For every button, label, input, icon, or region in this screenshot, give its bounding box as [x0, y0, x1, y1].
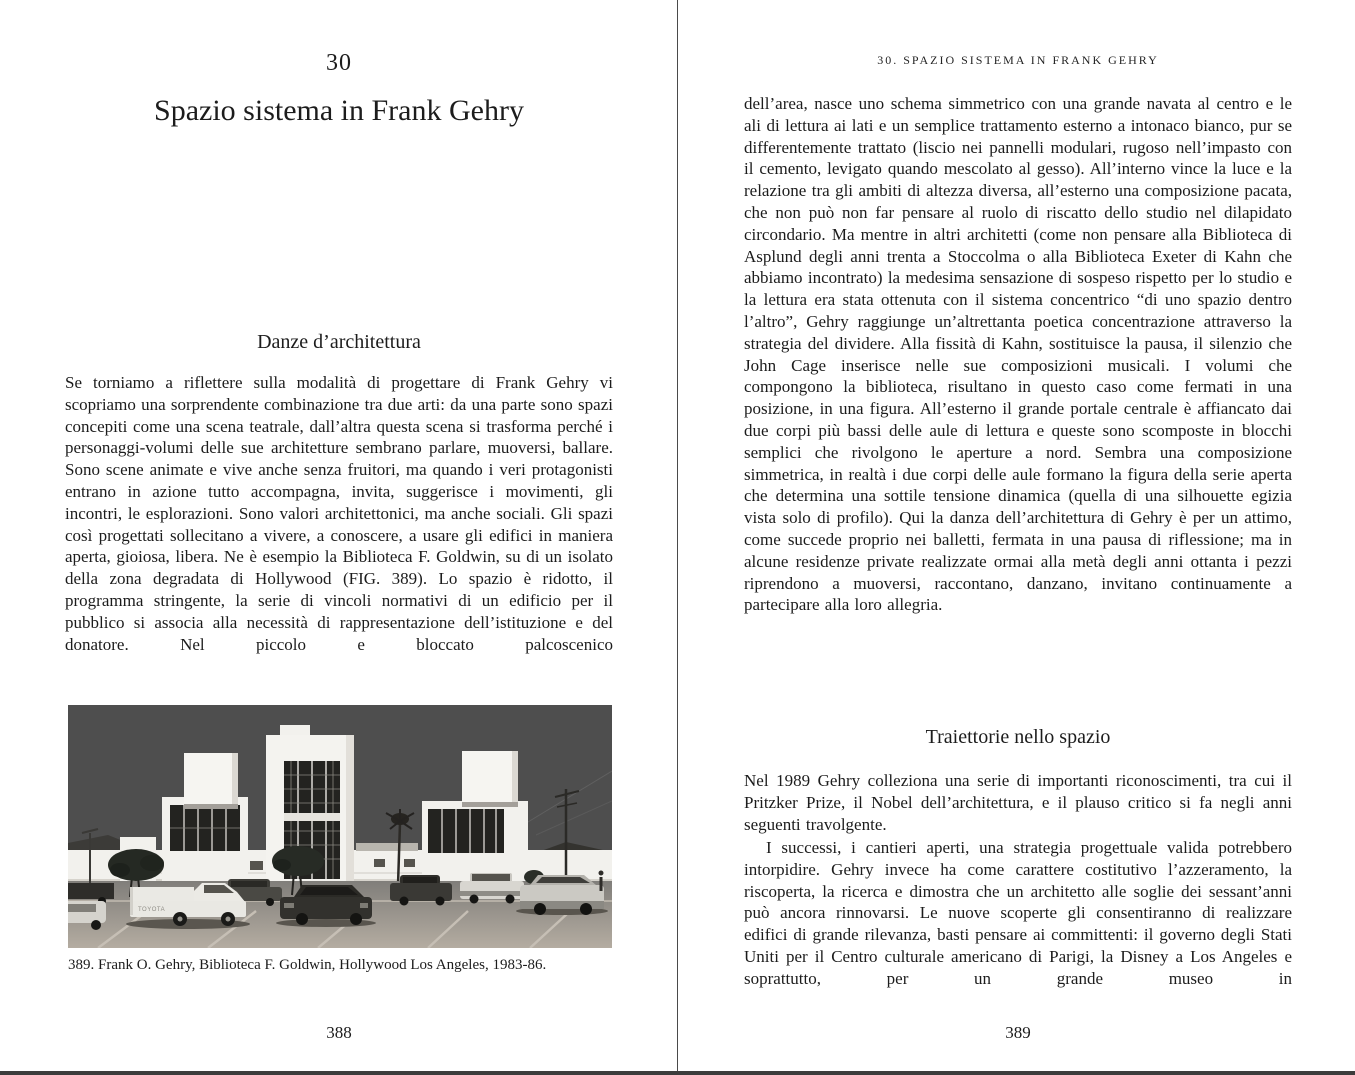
toyota-label: TOYOTA: [138, 907, 166, 913]
body-paragraph: dell’area, nasce uno schema simmetrico con una grande navata al centro e le ali di lettura ai lati e un semplice trattamento esterno a intonaco bianco, pur se differentemente trattato (liscio nei pannelli modulari, rugoso nell’impasto con il cemento, levigato quando mescolato al gesso). All’interno vince la luce e la relazione tra gli ambiti di altezza diversa, all’esterno una composizione pacata, che non può non far pensare al ruolo di riscatto dello studio nel dilapidato circondario. Ma mentre in altri architetti (come non pensare alla Biblioteca di Asplund degli anni trenta a Stoccolma o alla Biblioteca Exeter di Kahn che abbiamo incontrato) la medesima sensazione di sospeso rispetto per lo studio e la lettura era stata ottenuta con il sistema concentrico “di uno spazio dentro l’altro”, Gehry raggiunge un’altrettanta poetica concentrazione attraverso la strategia del dividere. Alla fissità di Kahn, sostituisce la pausa, il silenzio che John Cage inserisce nelle sue composizioni musicali. I volumi che compongono la biblioteca, risultano in questo caso come fermati in una posizione, in una figura. All’esterno il grande portale centrale è affiancato dai due corpi più bassi delle aule di lettura e queste sono scomposte in blocchi semplici che rivolgono le aperture a nord. Sembra una composizione simmetrica, in realtà i due corpi delle aule formano la figura della serie aperta che determina una sottile tensione dinamica (quella di una silhouette egizia vista solo di profilo). Qui la danza dell’architettura di Gehry è per un attimo, come succede proprio nei balletti, fermata in una pausa di riflessione; ma in alcune residenze private realizzate ormai alla metà degli anni ottanta i pezzi riprendono a muoversi, raccontano, danzano, invitano continuamente a partecipare alla loro allegria.: [744, 94, 1292, 615]
photo-pickup-truck: [126, 883, 250, 929]
page-number-right: 389: [1005, 1023, 1031, 1042]
page-number-left: 388: [326, 1023, 352, 1042]
chapter-title: Spazio sistema in Frank Gehry: [154, 94, 524, 127]
figure-photo: [68, 705, 612, 948]
body-paragraph: Nel 1989 Gehry colleziona una serie di importanti riconoscimenti, tra cui il Pritzker Prize, il Nobel dell’architettura, e il plauso critico si fa negli anni seguenti travolgente.: [744, 771, 1292, 834]
chapter-number: 30: [326, 50, 352, 76]
section-heading-traiettorie: Traiettorie nello spazio: [925, 726, 1111, 748]
bottom-bar: [0, 1071, 1355, 1075]
page-divider: [677, 0, 678, 1071]
body-paragraph: Se torniamo a riflettere sulla modalità di progettare di Frank Gehry vi scopriamo una sorprendente combinazione tra due arti: da una parte sono spazi concepiti come una scena teatrale, dall’altra questa scena si trasforma perché i personaggi-volumi delle sue architetture sembrano parlare, muoversi, ballare. Sono scene animate e vive anche senza fruitori, ma quando i veri protagonisti entrano in azione tutto accompagna, invita, suggerisce i movimenti, gli incontri, le esplorazioni. Sono valori architettonici, ma anche sociali. Gli spazi così progettati sollecitano a vivere, a conoscere, a usare gli edifici in maniera aperta, gioiosa, libera. Ne è esempio la Biblioteca F. Goldwin, su di un isolato della zona degradata di Hollywood (FIG. 389). Lo spazio è ridotto, il programma stringente, la serie di vincoli normativi di un edificio per il pubblico si associa alla necessità di rappresentazione dell’istituzione e del donatore. Nel piccolo e bloccato palcoscenico: [65, 373, 613, 654]
right-page: [744, 0, 1292, 1075]
running-head: 30. SPAZIO SISTEMA IN FRANK GEHRY: [877, 53, 1159, 67]
body-paragraph: I successi, i cantieri aperti, una strategia progettuale valida potrebbero intorpidire. Gehry invece ha come carattere costitutivo l’azzeramento, la riscoperta, la ricerca e dimostra che un architetto alle soglie dei sessant’anni può ancora rinnovarsi. Le nuove scoperte gli consentiranno di realizzare edifici di grande rilevanza, basti pensare ai committenti: il governo degli Stati Uniti per il Centro culturale americano di Parigi, la Disney a Los Angeles e soprattutto, per un grande museo in: [744, 838, 1292, 988]
figure-caption: 389. Frank O. Gehry, Biblioteca F. Goldwin, Hollywood Los Angeles, 1983-86.: [68, 957, 547, 973]
left-page: [65, 0, 613, 1075]
section-heading-danze: Danze d’architettura: [257, 331, 421, 353]
